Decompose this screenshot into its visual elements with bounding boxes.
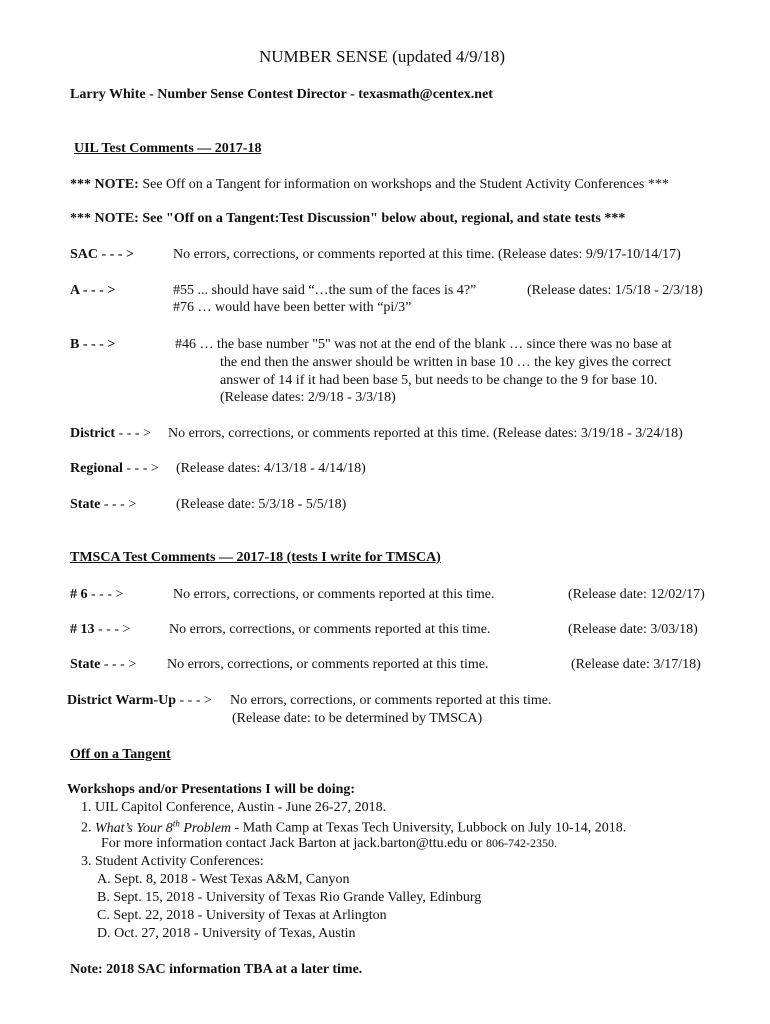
- tmsca-13-text: No errors, corrections, or comments reported at this time.: [169, 622, 491, 637]
- tmsca-6-release: (Release date: 12/02/17): [568, 587, 705, 602]
- sac-text: No errors, corrections, or comments reported at this time. (Release dates: 9/9/17-10/14/17): [173, 247, 681, 262]
- test-b-line2: the end then the answer should be written in base 10 … the key gives the correct: [220, 355, 671, 370]
- tmsca-state-text: No errors, corrections, or comments reported at this time.: [167, 657, 489, 672]
- page-title: NUMBER SENSE (updated 4/9/18): [259, 47, 506, 66]
- workshop-item-1: 1. UIL Capitol Conference, Austin - June 26-27, 2018.: [81, 800, 387, 815]
- test-b-line3: answer of 14 if it had been base 5, but needs to be change to the 9 for base 10.: [220, 373, 658, 388]
- state-label: State: [70, 497, 101, 512]
- warmup-row: [67, 693, 212, 709]
- test-b-line1: #46 … the base number "5" was not at the end of the blank … since there was no base at: [175, 337, 672, 352]
- workshop-item-2-number: 2.: [81, 820, 95, 836]
- tmsca-6-arrow: - - - >: [87, 587, 124, 602]
- tmsca-state-row: [70, 657, 136, 673]
- tmsca-13-arrow: - - - >: [94, 622, 131, 637]
- sac-label: SAC - - - >: [70, 247, 134, 262]
- warmup-release: (Release date: to be determined by TMSCA): [232, 711, 483, 726]
- tmsca-6-row: [70, 587, 123, 603]
- tmsca-state-release: (Release date: 3/17/18): [571, 657, 701, 672]
- workshop-item-2: [81, 818, 626, 837]
- uil-heading: UIL Test Comments — 2017-18: [74, 141, 262, 156]
- title-superscript: th: [172, 818, 180, 828]
- workshop-item-2-rest: - Math Camp at Texas Tech University, Lubbock on July 10-14, 2018.: [231, 820, 627, 836]
- tmsca-state-arrow: - - - >: [100, 657, 137, 672]
- contact-text: For more information contact Jack Barton at jack.barton@ttu.edu or: [101, 836, 486, 851]
- warmup-text: No errors, corrections, or comments reported at this time.: [230, 693, 552, 708]
- tmsca-13-release: (Release date: 3/03/18): [568, 622, 698, 637]
- note-test-discussion: *** NOTE: See "Off on a Tangent:Test Discussion" below about, regional, and state tests ***: [70, 211, 626, 226]
- state-text: (Release date: 5/3/18 - 5/5/18): [176, 497, 347, 512]
- conference-d: D. Oct. 27, 2018 - University of Texas, Austin: [97, 926, 356, 941]
- tangent-heading: Off on a Tangent: [70, 747, 171, 762]
- regional-text: (Release dates: 4/13/18 - 4/14/18): [176, 461, 366, 476]
- note-label: *** NOTE:: [70, 177, 143, 192]
- test-a-line2: #76 … would have been better with “pi/3”: [173, 300, 412, 315]
- tmsca-state-label: State: [70, 657, 101, 672]
- state-arrow: - - - >: [100, 497, 137, 512]
- tmsca-13-label: # 13: [70, 622, 95, 637]
- district-text: No errors, corrections, or comments reported at this time. (Release dates: 3/19/18 - 3/24/18): [168, 426, 683, 441]
- regional-label: Regional: [70, 461, 123, 476]
- state-row: [70, 497, 136, 513]
- tmsca-6-label: # 6: [70, 587, 88, 602]
- tmsca-6-text: No errors, corrections, or comments reported at this time.: [173, 587, 495, 602]
- test-a-release: (Release dates: 1/5/18 - 2/3/18): [527, 283, 703, 298]
- conference-b: B. Sept. 15, 2018 - University of Texas Rio Grande Valley, Edinburg: [97, 890, 482, 905]
- warmup-arrow: - - - >: [176, 693, 212, 708]
- district-arrow: - - - >: [115, 426, 151, 441]
- regional-row: [70, 461, 159, 477]
- contact-phone: 806-742-2350.: [485, 836, 557, 850]
- test-b-line4: (Release dates: 2/9/18 - 3/3/18): [220, 390, 396, 405]
- sac-note: Note: 2018 SAC information TBA at a later time.: [70, 962, 363, 977]
- title-part-a: What’s Your 8: [95, 820, 173, 836]
- note-text: See Off on a Tangent for information on workshops and the Student Activity Conferences ***: [142, 177, 669, 192]
- regional-arrow: - - - >: [122, 461, 159, 476]
- conference-a: A. Sept. 8, 2018 - West Texas A&M, Canyon: [97, 872, 350, 887]
- tmsca-13-row: [70, 622, 130, 638]
- conference-c: C. Sept. 22, 2018 - University of Texas at Arlington: [97, 908, 387, 923]
- test-a-line1: #55 ... should have said “…the sum of the faces is 4?”: [173, 283, 477, 298]
- tmsca-heading: TMSCA Test Comments — 2017-18 (tests I write for TMSCA): [70, 550, 441, 565]
- title-part-b: Problem: [179, 820, 232, 836]
- test-b-label: B - - - >: [70, 337, 116, 352]
- district-row: [70, 426, 151, 442]
- test-a-label: A - - - >: [70, 283, 116, 298]
- district-label: District: [70, 426, 116, 441]
- warmup-label: District Warm-Up: [67, 693, 176, 708]
- note-workshops: [70, 177, 669, 193]
- author-line: Larry White - Number Sense Contest Director - texasmath@centex.net: [70, 87, 493, 102]
- workshop-item-3: 3. Student Activity Conferences:: [81, 854, 264, 869]
- workshops-heading: Workshops and/or Presentations I will be doing:: [67, 782, 356, 797]
- workshop-item-2-title: [95, 818, 232, 836]
- workshop-contact: [101, 836, 557, 852]
